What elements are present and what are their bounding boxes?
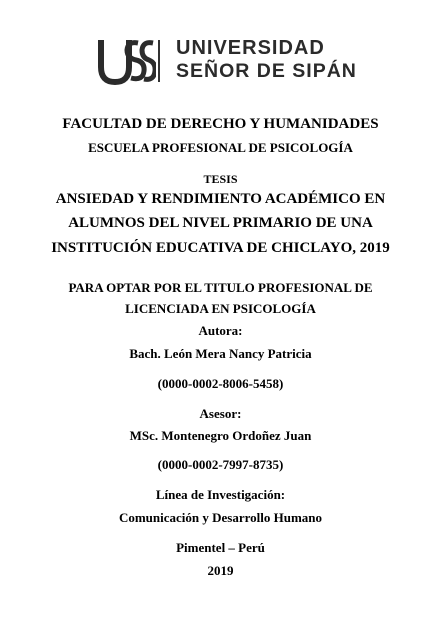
author-orcid: (0000-0002-8006-5458) — [157, 376, 284, 391]
thesis-title-line-1: ANSIEDAD Y RENDIMIENTO ACADÉMICO EN — [55, 191, 386, 207]
thesis-title-line-2: ALUMNOS DEL NIVEL PRIMARIO DE UNA — [68, 215, 373, 231]
uss-monogram-icon — [98, 37, 156, 85]
faculty-heading: FACULTAD DE DERECHO Y HUMANIDADES — [62, 116, 379, 132]
advisor-orcid: (0000-0002-7997-8735) — [157, 457, 284, 472]
thesis-title-line-3: INSTITUCIÓN EDUCATIVA DE CHICLAYO, 2019 — [51, 240, 390, 256]
school-heading: ESCUELA PROFESIONAL DE PSICOLOGÍA — [88, 140, 353, 155]
degree-line-1: PARA OPTAR POR EL TITULO PROFESIONAL DE — [68, 280, 373, 295]
year: 2019 — [207, 563, 234, 578]
advisor-name: MSc. Montenegro Ordoñez Juan — [129, 428, 312, 443]
university-logo — [98, 37, 357, 85]
research-line-value: Comunicación y Desarrollo Humano — [118, 510, 323, 525]
place: Pimentel – Perú — [176, 540, 265, 555]
logo-divider — [158, 40, 160, 82]
advisor-label: Asesor: — [199, 406, 242, 421]
research-line-label: Línea de Investigación: — [155, 487, 286, 502]
author-label: Autora: — [198, 323, 243, 338]
document-type: TESIS — [203, 172, 238, 186]
logo-university-name-line2: SEÑOR DE SIPÁN — [176, 60, 357, 82]
degree-line-2: LICENCIADA EN PSICOLOGÍA — [125, 301, 316, 316]
author-name: Bach. León Mera Nancy Patricia — [129, 346, 312, 361]
logo-university-name-line1: UNIVERSIDAD — [176, 37, 325, 59]
